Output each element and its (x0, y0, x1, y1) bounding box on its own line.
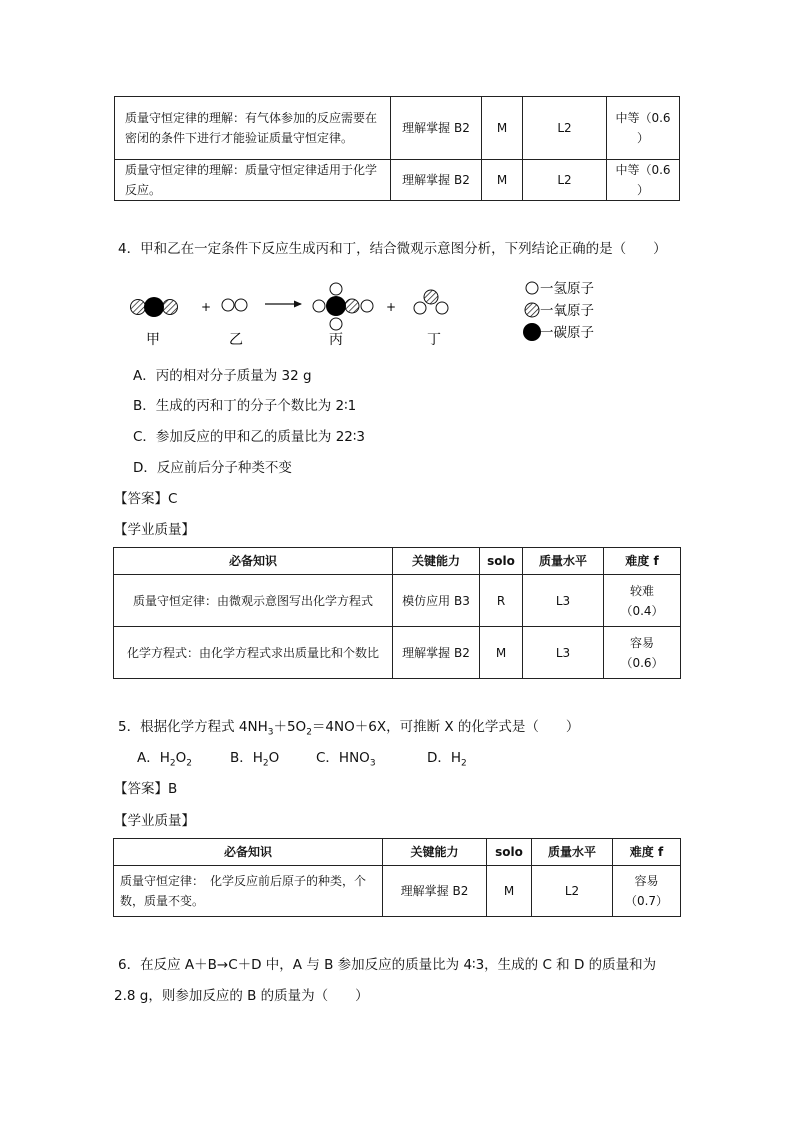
oxygen-legend-icon (525, 303, 539, 317)
oxygen-atom (345, 299, 359, 313)
hydrogen-legend-icon (526, 282, 538, 294)
option-b: B．生成的丙和丁的分子个数比为 2∶1 (133, 398, 357, 414)
subscript: 2 (461, 758, 467, 769)
solo-cell: M (487, 866, 532, 917)
table-row (115, 97, 680, 160)
difficulty-cell: 中等（0.6 ） (607, 160, 680, 201)
option-text: B．H (230, 750, 263, 766)
carbon-atom (326, 296, 346, 316)
subscript: 2 (306, 727, 312, 738)
label-yi: 乙 (229, 332, 243, 348)
table-row (115, 160, 680, 201)
legend-hydrogen: 一氢原子 (540, 281, 594, 297)
knowledge-cell: 质量守恒定律： 化学反应前后原子的种类，个数，质量不变。 (114, 866, 383, 917)
solo-cell: M (482, 97, 523, 160)
knowledge-cell: 质量守恒定律：由微观示意图写出化学方程式 (114, 575, 393, 627)
oxygen-atom (424, 290, 438, 304)
knowledge-cell: 质量守恒定律的理解：质量守恒定律适用于化学反应。 (115, 160, 391, 201)
solo-cell: M (480, 627, 523, 679)
reaction-arrow (265, 301, 302, 308)
difficulty-value: （0.7） (624, 894, 669, 908)
hydrogen-atom (414, 302, 426, 314)
plus-sign: + (201, 300, 212, 314)
subscript: 2 (169, 758, 176, 769)
solo-cell: R (480, 575, 523, 627)
difficulty-cell (604, 575, 681, 627)
difficulty-word: 容易 (629, 635, 654, 650)
plus-sign: + (386, 300, 397, 314)
carbon-legend-icon (523, 323, 541, 341)
q4-quality-table (113, 547, 681, 679)
legend-oxygen: 一氧原子 (540, 303, 594, 319)
difficulty-value: （0.6） (620, 655, 664, 670)
ability-cell: 模仿应用 B3 (393, 575, 480, 627)
level-cell: L3 (523, 575, 604, 627)
answer-label: 【答案】C (114, 491, 178, 507)
hydrogen-atom (436, 302, 448, 314)
hydrogen-atom (330, 318, 342, 330)
question-6-line1: 6．在反应 A＋B→C＋D 中，A 与 B 参加反应的质量比为 4∶3，生成的 C 和 D 的质量和为 (118, 957, 657, 973)
ability-cell: 理解掌握 B2 (383, 866, 487, 917)
option-text: A．H (137, 750, 170, 766)
question-6-line2: 2.8 g，则参加反应的 B 的质量为（ ） (114, 988, 369, 1004)
subscript: 2 (186, 758, 192, 769)
option-c (316, 748, 376, 774)
hydrogen-atom (222, 299, 234, 311)
header-ability: 关键能力 (383, 839, 487, 866)
label-ding: 丁 (427, 332, 441, 348)
oxygen-atom (131, 300, 146, 315)
label-bing: 丙 (329, 332, 343, 348)
hydrogen-atom (361, 300, 373, 312)
question-4-stem: 4．甲和乙在一定条件下反应生成丙和丁，结合微观示意图分析，下列结论正确的是（ ） (118, 241, 667, 257)
header-level: 质量水平 (532, 839, 613, 866)
difficulty-cell: 中等（0.6 ） (607, 97, 680, 160)
hydrogen-atom (313, 300, 325, 312)
option-text: O (175, 750, 187, 766)
stem-part: ＋5O (273, 719, 307, 735)
subscript: 3 (267, 727, 274, 738)
difficulty-word: 较难 (629, 583, 654, 598)
header-knowledge: 必备知识 (114, 548, 393, 575)
molecule-bing (313, 283, 373, 330)
level-cell: L2 (532, 866, 613, 917)
answer-label: 【答案】B (114, 781, 178, 797)
top-quality-table (114, 96, 680, 201)
carbon-atom (144, 297, 164, 317)
option-a: A．丙的相对分子质量为 32 g (133, 368, 312, 384)
subscript: 2 (262, 758, 269, 769)
stem-part: 5．根据化学方程式 4NH (118, 719, 268, 735)
difficulty-cell (604, 627, 681, 679)
option-text: O (268, 750, 280, 766)
option-b (230, 748, 279, 774)
table-row (114, 627, 681, 679)
header-level: 质量水平 (523, 548, 604, 575)
option-c: C．参加反应的甲和乙的质量比为 22∶3 (133, 429, 365, 445)
header-knowledge: 必备知识 (114, 839, 383, 866)
ability-cell: 理解掌握 B2 (391, 160, 482, 201)
molecule-ding (414, 290, 448, 314)
option-text: D．H (427, 750, 462, 766)
difficulty-value: （0.4） (620, 603, 664, 618)
molecule-jia (131, 297, 178, 317)
level-cell: L2 (523, 97, 607, 160)
header-difficulty: 难度 f (613, 839, 681, 866)
option-a (137, 748, 192, 774)
table-header-row (114, 839, 681, 866)
hydrogen-atom (235, 299, 247, 311)
level-cell: L3 (523, 627, 604, 679)
header-solo: solo (480, 548, 523, 575)
quality-title: 【学业质量】 (114, 813, 195, 829)
header-difficulty: 难度 f (604, 548, 681, 575)
reaction-diagram (118, 276, 618, 354)
hydrogen-atom (330, 283, 342, 295)
difficulty-word: 容易 (634, 874, 659, 888)
option-d (427, 748, 467, 774)
solo-cell: M (482, 160, 523, 201)
q5-quality-table (113, 838, 681, 917)
label-jia: 甲 (146, 332, 160, 348)
level-cell: L2 (523, 160, 607, 201)
table-row (114, 575, 681, 627)
table-row (114, 866, 681, 917)
table-header-row (114, 548, 681, 575)
ability-cell: 理解掌握 B2 (393, 627, 480, 679)
option-text: C．HNO (316, 750, 370, 766)
stem-part: ＝4NO＋6X，可推断 X 的化学式是（ ） (311, 719, 580, 735)
atom-legend (523, 281, 594, 341)
legend-carbon: 一碳原子 (540, 325, 594, 341)
subscript: 3 (369, 758, 376, 769)
question-5-stem (118, 717, 579, 743)
header-solo: solo (487, 839, 532, 866)
option-d: D．反应前后分子种类不变 (133, 460, 292, 476)
knowledge-cell: 质量守恒定律的理解：有气体参加的反应需要在密闭的条件下进行才能验证质量守恒定律。 (115, 97, 391, 160)
quality-title: 【学业质量】 (114, 522, 195, 538)
knowledge-cell: 化学方程式：由化学方程式求出质量比和个数比 (114, 627, 393, 679)
difficulty-cell (613, 866, 681, 917)
header-ability: 关键能力 (393, 548, 480, 575)
ability-cell: 理解掌握 B2 (391, 97, 482, 160)
oxygen-atom (163, 300, 178, 315)
molecule-yi (222, 299, 247, 311)
